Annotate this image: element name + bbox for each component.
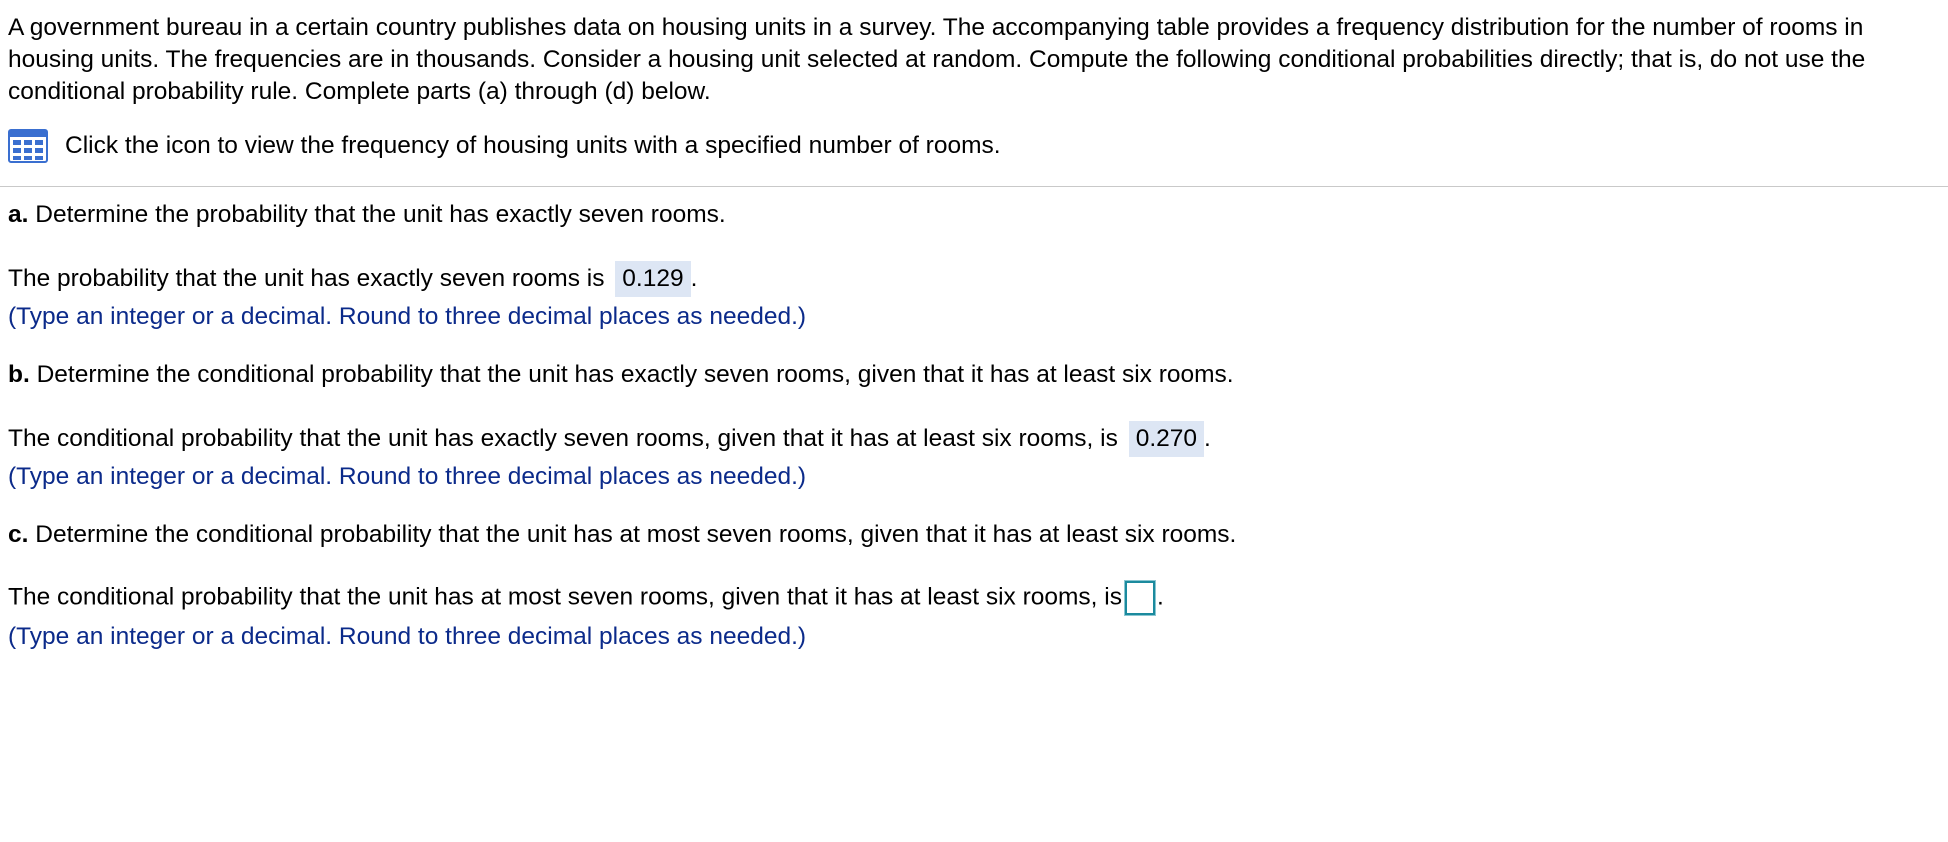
part-a-answer-prefix: The probability that the unit has exactly seven rooms is [8, 265, 605, 292]
part-a-label: a. [8, 201, 29, 228]
part-b-hint [8, 461, 1933, 493]
intro-text: A government bureau in a certain country publishes data on housing units in a survey. The accompanying table provides a frequency distribution for the number of rooms in housing units. The frequencies are in thousands. Consider a housing unit selected at random. Compute the following conditional probabilities directly; that is, do not use the conditional probability rule. Complete parts (a) through (d) below. [8, 14, 1866, 105]
part-a-hint-text: (Type an integer or a decimal. Round to three decimal places as needed.) [8, 303, 807, 330]
part-b-answer-value: 0.270 [1129, 421, 1204, 457]
part-b-answer-suffix: . [1204, 425, 1211, 452]
part-a-question [8, 199, 1933, 231]
part-c-hint [8, 621, 1933, 653]
section-divider [0, 186, 1948, 187]
part-a-question-text: Determine the probability that the unit has exactly seven rooms. [28, 201, 726, 228]
part-c-question [8, 519, 1933, 551]
view-table-link[interactable] [8, 128, 1001, 164]
part-a-answer-line [8, 261, 1933, 297]
part-c-answer-prefix: The conditional probability that the unit has at most seven rooms, given that it has at least six rooms, is [8, 583, 1122, 611]
part-c-label: c. [8, 521, 29, 548]
table-grid-icon[interactable] [8, 129, 48, 163]
part-b-question-text: Determine the conditional probability that the unit has exactly seven rooms, given that it has at least six rooms. [29, 361, 1234, 388]
view-table-text: Click the icon to view the frequency of housing units with a specified number of rooms. [65, 132, 1001, 159]
part-a-answer-suffix: . [690, 265, 698, 292]
problem-statement [8, 12, 1933, 108]
part-b-question [8, 359, 1933, 391]
part-c-hint-text: (Type an integer or a decimal. Round to three decimal places as needed.) [8, 623, 807, 650]
part-c-answer-input[interactable] [1125, 581, 1155, 615]
part-c-question-text: Determine the conditional probability that the unit has at most seven rooms, given that it has at least six rooms. [28, 521, 1237, 548]
part-b-answer-prefix: The conditional probability that the unit has exactly seven rooms, given that it has at least six rooms, is [8, 425, 1118, 452]
part-c-answer-suffix: . [1156, 583, 1164, 611]
part-c-answer-line [8, 581, 1933, 615]
part-a-hint [8, 301, 1933, 333]
part-b-answer-line [8, 421, 1933, 457]
part-b-hint-text: (Type an integer or a decimal. Round to three decimal places as needed.) [8, 463, 807, 490]
part-a-answer-value: 0.129 [615, 261, 690, 297]
part-b-label: b. [8, 361, 30, 388]
